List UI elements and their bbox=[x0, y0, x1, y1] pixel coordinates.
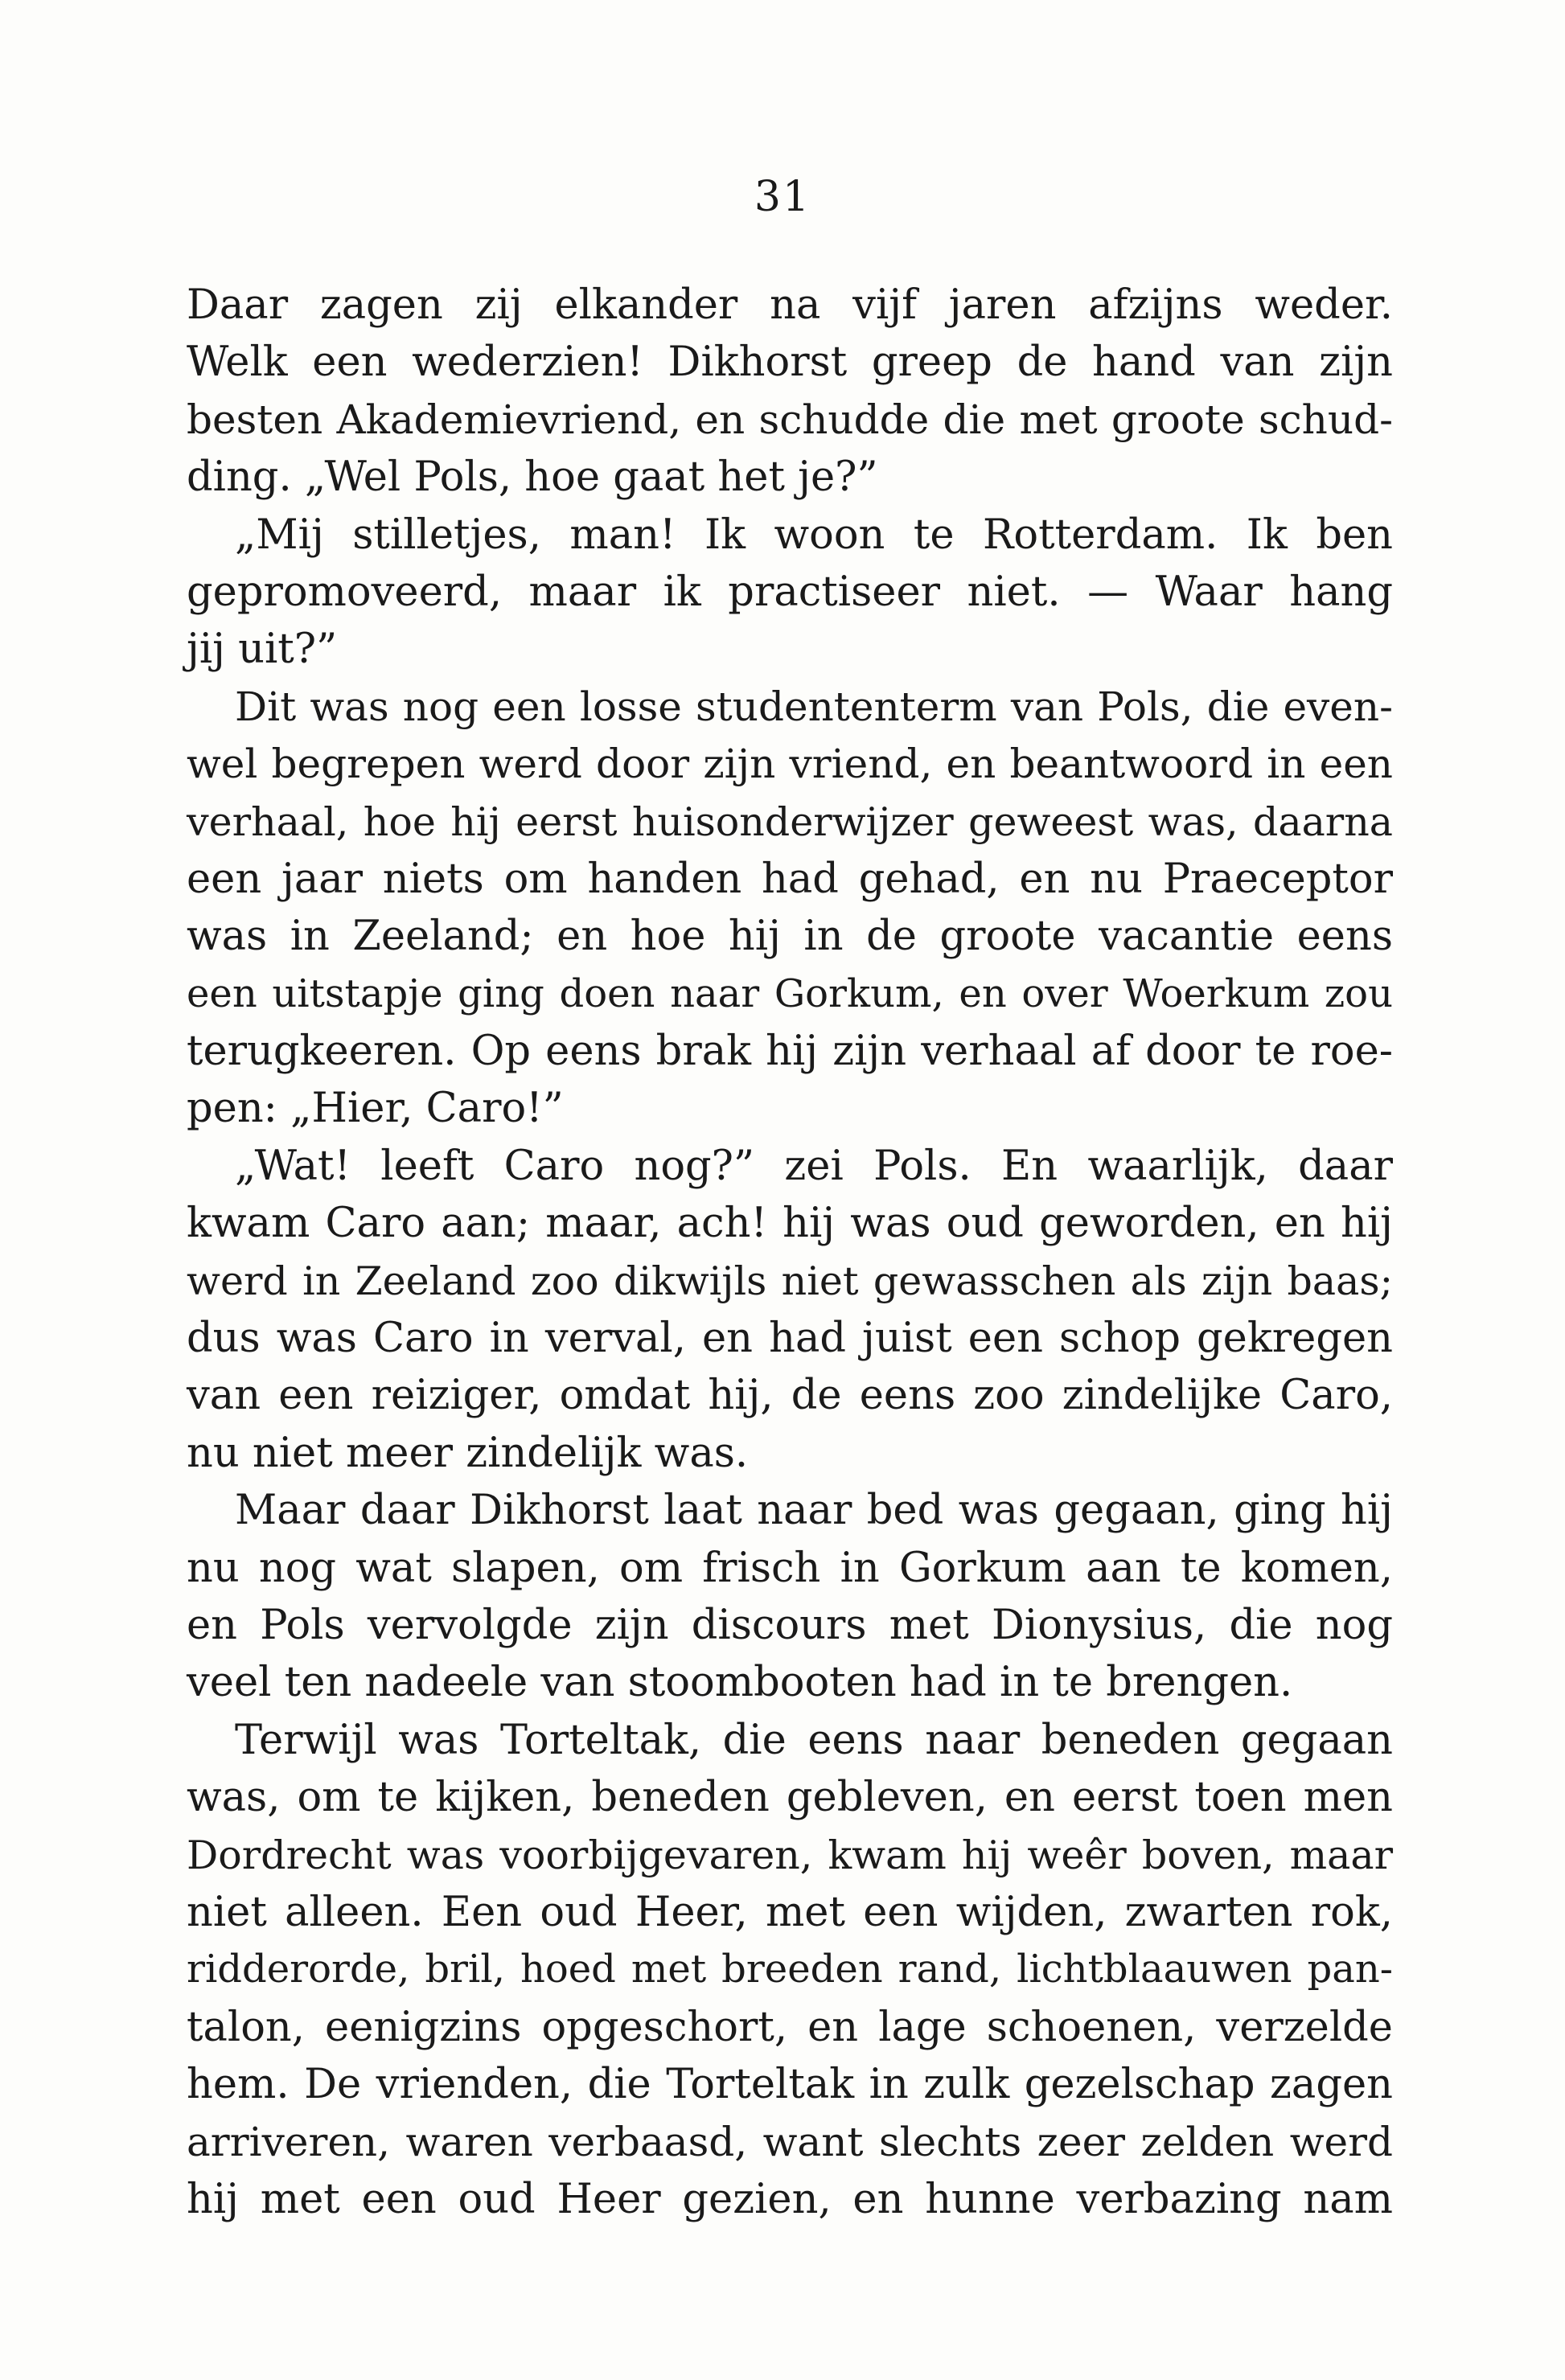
text-line: Daar zagen zij elkander na vijf jaren afzijns weder. bbox=[187, 281, 1393, 329]
text-line: niet alleen. Een oud Heer, met een wijden, zwarten rok, bbox=[187, 1888, 1393, 1936]
text-line: jij uit?” bbox=[187, 626, 338, 674]
text-line: Welk een wederzien! Dikhorst greep de hand van zijn bbox=[187, 339, 1393, 387]
text-line: besten Akademievriend, en schudde die met groote schud- bbox=[187, 396, 1393, 443]
text-line: was in Zeeland; en hoe hij in de groote vacantie eens bbox=[187, 913, 1393, 961]
text-line: verhaal, hoe hij eerst huisonderwijzer geweest was, daarna bbox=[187, 798, 1393, 845]
text-line: dus was Caro in verval, en had juist een schop gekregen bbox=[187, 1315, 1393, 1363]
text-line: hem. De vrienden, die Torteltak in zulk gezelschap zagen bbox=[187, 2061, 1393, 2109]
text-line: Dordrecht was voorbijgevaren, kwam hij weêr boven, maar bbox=[187, 1832, 1393, 1878]
text-line: talon, eenigzins opgeschort, en lage schoenen, verzelde bbox=[187, 2003, 1393, 2051]
text-line: arriveren, waren verbaasd, want slechts zeer zelden werd bbox=[187, 2118, 1393, 2165]
text-line: hij met een oud Heer gezien, en hunne verbazing nam bbox=[187, 2175, 1393, 2223]
text-line: ridderorde, bril, hoed met breeden rand, lichtblaauwen pan- bbox=[187, 1947, 1393, 1992]
text-line: ding. „Wel Pols, hoe gaat het je?” bbox=[187, 453, 878, 502]
text-line: „Wat! leeft Caro nog?” zei Pols. En waarlijk, daar bbox=[235, 1142, 1393, 1190]
text-line: kwam Caro aan; maar, ach! hij was oud geworden, en hij bbox=[187, 1200, 1393, 1248]
text-line: nu niet meer zindelijk was. bbox=[187, 1429, 749, 1477]
text-line: een jaar niets om handen had gehad, en nu Praeceptor bbox=[187, 855, 1393, 903]
page-number: 31 bbox=[754, 173, 811, 221]
text-line: wel begrepen werd door zijn vriend, en beantwoord in een bbox=[187, 741, 1393, 788]
text-line: werd in Zeeland zoo dikwijls niet gewasschen als zijn baas; bbox=[187, 1258, 1393, 1304]
text-line: gepromoveerd, maar ik practiseer niet. — Waar hang bbox=[187, 568, 1393, 616]
text-line: terugkeeren. Op eens brak hij zijn verhaal af door te roe- bbox=[187, 1028, 1393, 1076]
text-line: een uitstapje ging doen naar Gorkum, en over Woerkum zou bbox=[187, 970, 1393, 1016]
text-line: Maar daar Dikhorst laat naar bed was gegaan, ging hij bbox=[235, 1487, 1393, 1535]
text-line: en Pols vervolgde zijn discours met Dionysius, die nog bbox=[187, 1601, 1393, 1649]
text-line: Dit was nog een losse studententerm van Pols, die even- bbox=[235, 683, 1393, 730]
text-line: veel ten nadeele van stoombooten had in te brengen. bbox=[187, 1659, 1293, 1707]
body-text bbox=[187, 277, 1393, 2228]
text-line: „Mij stilletjes, man! Ik woon te Rotterdam. Ik ben bbox=[235, 511, 1393, 559]
text-line: was, om te kijken, beneden gebleven, en eerst toen men bbox=[187, 1774, 1393, 1822]
text-line: van een reiziger, omdat hij, de eens zoo zindelijke Caro, bbox=[187, 1372, 1393, 1420]
text-line: nu nog wat slapen, om frisch in Gorkum aan te komen, bbox=[187, 1544, 1393, 1592]
text-line: pen: „Hier, Caro!” bbox=[187, 1085, 564, 1133]
text-line: Terwijl was Torteltak, die eens naar beneden gegaan bbox=[235, 1716, 1393, 1764]
